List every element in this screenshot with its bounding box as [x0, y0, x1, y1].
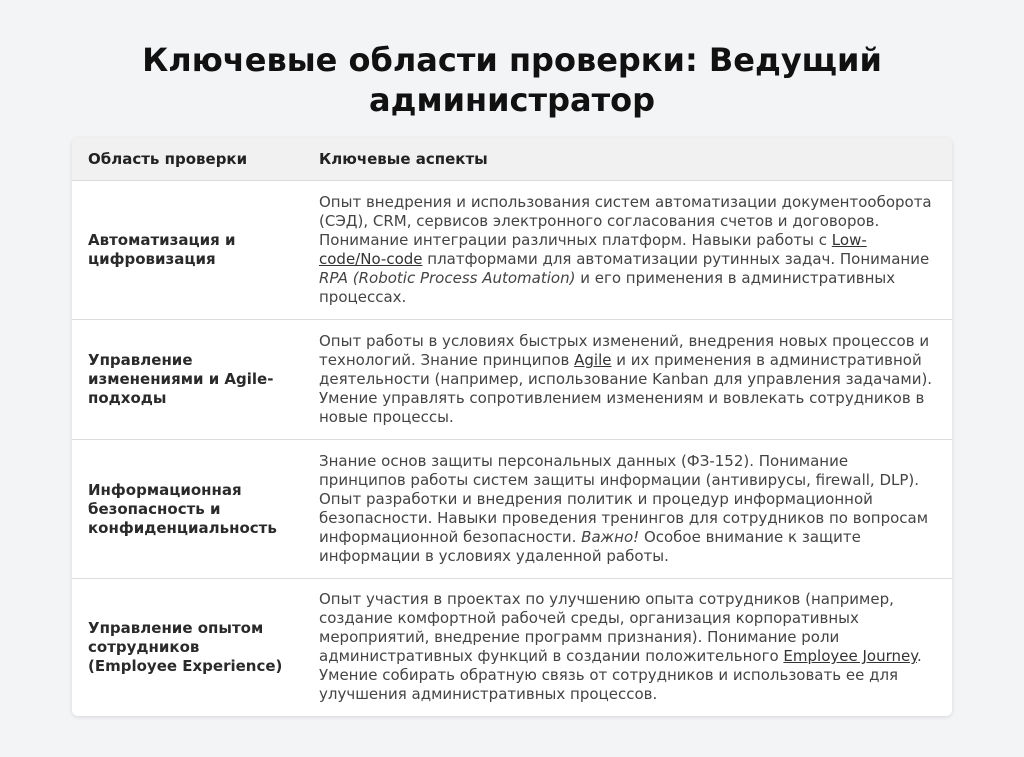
table-row — [72, 440, 952, 579]
page-title: Ключевые области проверки: Ведущий администратор — [142, 41, 882, 119]
lowcode-link[interactable]: Low-code/No-code — [319, 231, 867, 268]
checks-table-card — [72, 138, 952, 716]
header-area: Область проверки — [72, 138, 303, 181]
row-description: Опыт внедрения и использования систем автоматизации документооборота (СЭД), CRM, сервисов электронного согласования счетов и договоров. Понимание интеграции различных платформ. Навыки работы с Low-code/No-code платформами для автоматизации рутинных задач. Понимание RPA (Robotic Process Automation) и его применения в административных процессах. — [303, 181, 952, 320]
row-area: Управление изменениями и Agile-подходы — [72, 320, 303, 440]
employee-journey-link[interactable]: Employee Journey — [783, 647, 917, 666]
header-aspects: Ключевые аспекты — [303, 138, 952, 181]
table-row — [72, 181, 952, 320]
important-emphasis: Важно! — [581, 528, 640, 546]
row-description: Опыт работы в условиях быстрых изменений, внедрения новых процессов и технологий. Знание принципов Agile и их применения в административной деятельности (например, использование Kanban для управления задачами). Умение управлять сопротивлением изменениям и вовлекать сотрудников в новые процессы. — [303, 320, 952, 440]
table-row — [72, 320, 952, 440]
agile-link[interactable]: Agile — [574, 351, 612, 369]
row-area: Автоматизация и цифровизация — [72, 181, 303, 320]
row-description: Опыт участия в проектах по улучшению опыта сотрудников (например, создание комфортной рабочей среды, организация корпоративных мероприятий, внедрение программ признания). Понимание роли административных функций в создании положительного Employee Journey. Умение собирать обратную связь от сотрудников и использовать ее для улучшения административных процессов. — [319, 590, 922, 704]
rpa-emphasis: RPA (Robotic Process Automation) — [319, 269, 576, 287]
checks-table — [72, 138, 952, 716]
table-row — [72, 579, 952, 716]
table-header-row — [72, 138, 952, 181]
row-area: Информационная безопасность и конфиденциальность — [72, 440, 303, 579]
row-description: Знание основ защиты персональных данных (ФЗ-152). Понимание принципов работы систем защиты информации (антивирусы, firewall, DLP). Опыт разработки и внедрения политик и процедур информационной безопасности. Навыки проведения тренингов для сотрудников по вопросам информационной безопасности. Важно! Особое внимание к защите информации в условиях удаленной работы. — [303, 440, 952, 579]
row-area: Управление опытом сотрудников (Employee Experience) — [88, 618, 283, 675]
